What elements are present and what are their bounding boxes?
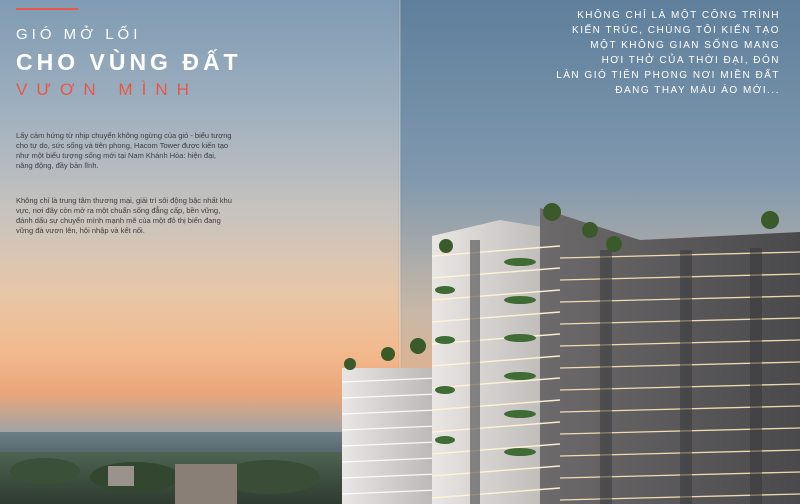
quote-line: KIẾN TRÚC, CHÚNG TÔI KIẾN TẠO <box>572 25 780 36</box>
headline-line-2: CHO VÙNG ĐẤT <box>16 49 242 75</box>
headline-line-3: VƯƠN MÌNH <box>16 80 198 99</box>
headline-line-1: GIÓ MỞ LỐI <box>16 26 142 43</box>
quote-line: ĐANG THAY MÀU ÁO MỚI... <box>615 85 780 96</box>
intro-paragraph-1: Lấy cảm hứng từ nhịp chuyển không ngừng của gió - biểu tượng cho tự do, sức sống và tiên phong, Hacom Tower được kiến tạo như một biểu tượng sống mới tại Nam Khánh Hòa: hiện đại, năng động, đầy bản lĩnh. <box>16 131 232 170</box>
quote-line: LÀN GIÓ TIÊN PHONG NƠI MIỀN ĐẤT <box>556 70 780 81</box>
quote-line: HƠI THỞ CỦA THỜI ĐẠI, ĐÓN <box>601 55 780 66</box>
quote-line: KHÔNG CHỈ LÀ MỘT CÔNG TRÌNH <box>577 10 780 21</box>
intro-paragraph-2: Không chỉ là trung tâm thương mại, giải trí sôi động bậc nhất khu vực, nơi đây còn mở ra một chuẩn sống đẳng cấp, bền vững, đánh dấu sự chuyển mình mạnh mẽ của một đô thị biển đang vững đà vươn lên, hội nhập và kết nối. <box>16 196 232 235</box>
accent-line <box>16 8 78 10</box>
tower-block-left <box>342 368 438 504</box>
quote-block <box>450 8 780 98</box>
quote-line: MỘT KHÔNG GIAN SỐNG MANG <box>590 40 780 51</box>
